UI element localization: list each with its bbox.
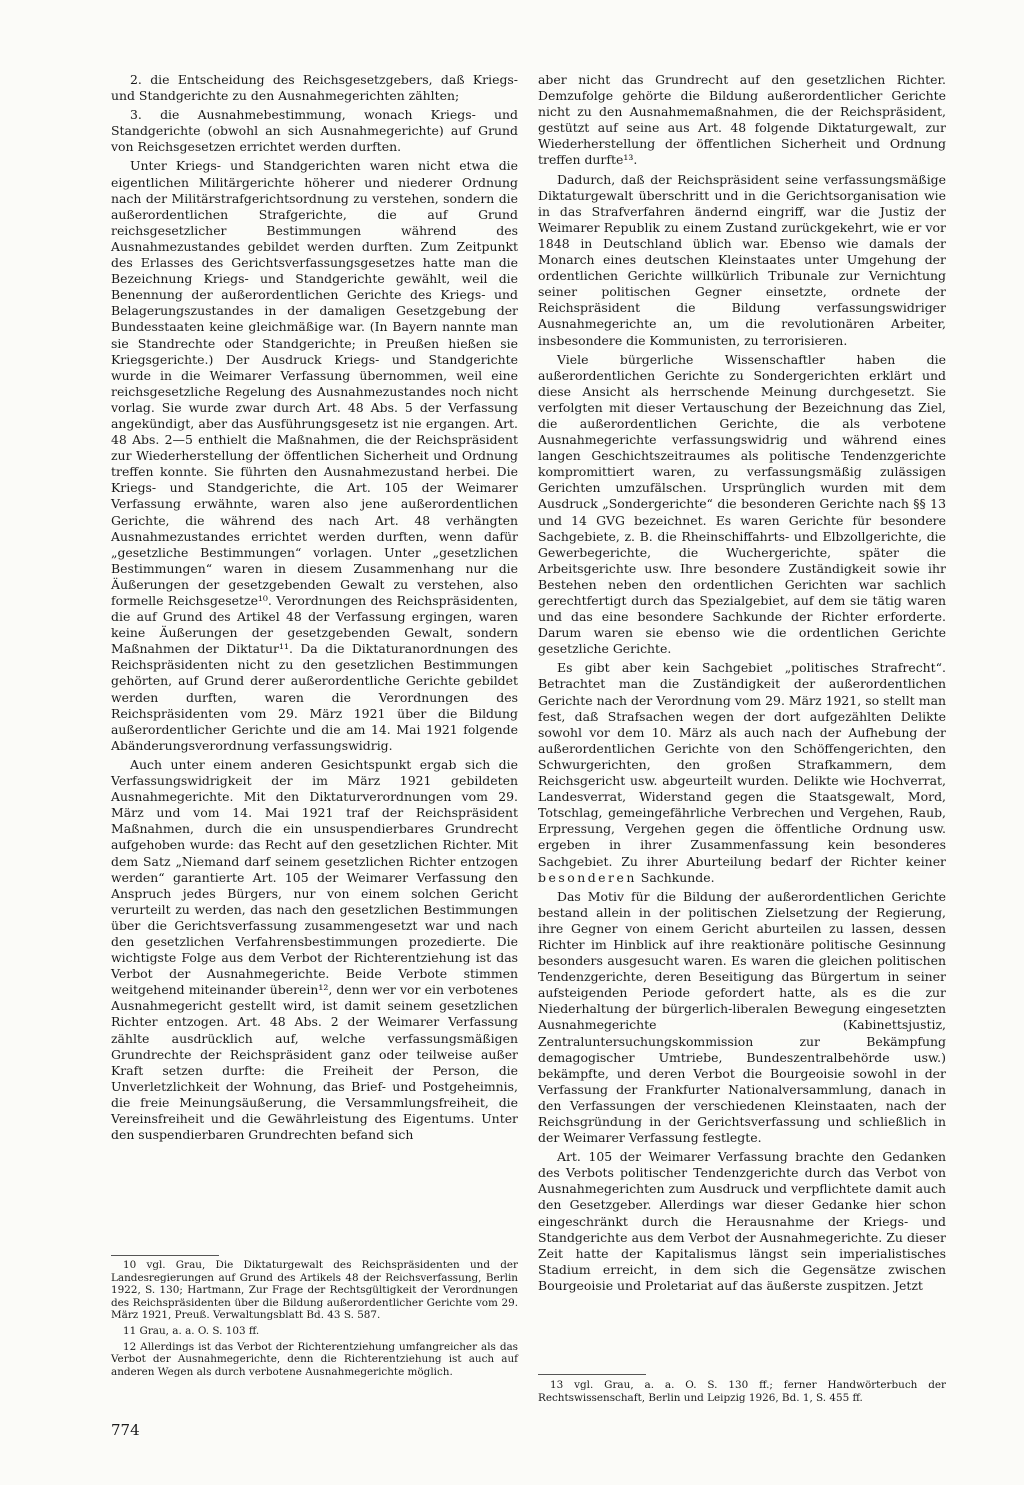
footnote: 11 Grau, a. a. O. S. 103 ff.: [123, 1324, 260, 1337]
body-paragraph: Unter Kriegs- und Standgerichten waren nicht etwa die eigentlichen Militärgerichte höherer und niederer Ordnung nach der Militärstrafgerichtsordnung zu verstehen, sondern die außerordentlichen Strafgerichte, die auf Grund reichsgesetzlicher Bestimmungen während des Ausnahmezustandes gebildet werden durften. Zum Zeitpunkt des Erlasses des Gerichtsverfassungsgesetzes hatte man die Bezeichnung Kriegs- und Standgerichte gewählt, weil die Benennung der außerordentlichen Gerichte des Kriegs- und Belagerungszustandes in der damaligen Gesetzgebung der Bundesstaaten keine gleichmäßige war. (In Bayern nannte man sie Standrechte oder Standgerichte; in Preußen hießen sie Kriegsgerichte.) Der Ausdruck Kriegs- und Standgerichte wurde in die Weimarer Verfassung übernommen, weil eine reichsgesetzliche Regelung des Ausnahmezustandes noch nicht vorlag. Sie wurde zwar durch Art. 48 Abs. 5 der Verfassung angekündigt, aber das Ausführungsgesetz ist nie ergangen. Art. 48 Abs. 2—5 enthielt die Maßnahmen, die der Reichspräsident zur Wiederherstellung der öffentlichen Sicherheit und Ordnung treffen konnte. Sie führten den Ausnahmezustand herbei. Die Kriegs- und Standgerichte, die Art. 105 der Weimarer Verfassung erwähnte, waren also jene außerordentlichen Gerichte, die während des nach Art. 48 verhängten Ausnahmezustandes errichtet werden durften, wenn dafür „gesetzliche Bestimmungen“ vorlagen. Unter „gesetzlichen Bestimmungen“ waren in diesem Zusammenhang nur die Äußerungen der gesetzgebenden Gewalt zu verstehen, also formelle Reichsgesetze¹⁰. Verordnungen des Reichspräsidenten, die auf Grund des Artikel 48 der Verfassung ergingen, waren keine Äußerungen der gesetzgebenden Gewalt, sondern Maßnahmen der Diktatur¹¹. Da die Diktaturanordnungen des Reichspräsidenten nicht zu den gesetzlichen Bestimmungen gehörten, auf Grund derer außerordentliche Gerichte gebildet werden durften, waren die Verordnungen des Reichspräsidenten vom 29. März 1921 über die Bildung außerordentlicher Gerichte und die am 14. Mai 1921 folgende Abänderungsverordnung verfassungswidrig.: [111, 158, 518, 753]
list-item: 3. die Ausnahmebestimmung, wonach Kriegs- und Standgerichte (obwohl an sich Ausnahmegerichte) auf Grund von Reichsgesetzen errichtet werden durften.: [111, 107, 518, 155]
list-item: 2. die Entscheidung des Reichsgesetzgebers, daß Kriegs- und Standgerichte zu den Ausnahmegerichten zählten;: [111, 72, 518, 104]
body-paragraph: Das Motiv für die Bildung der außerordentlichen Gerichte bestand allein in der politischen Zielsetzung der Regierung, ihre Gegner von einem Gericht aburteilen zu lassen, dessen Richter im Hinblick auf ihre reaktionäre politische Gesinnung besonders ausgesucht waren. Es waren die gleichen politischen Tendenzgerichte, deren Beseitigung das Bürgertum in seiner aufsteigenden Periode gefordert hatte, als es die zur Niederhaltung der bürgerlich-liberalen Bewegung eingesetzten Ausnahmegerichte (Kabinettsjustiz, Zentraluntersuchungskommission zur Bekämpfung demagogischer Umtriebe, Bundeszentralbehörde usw.) bekämpfte, und deren Verbot die Bourgeoisie sowohl in der Verfassung der Frankfurter Nationalversammlung, danach in den Verfassungen der verschiedenen Kleinstaaten, nach der Reichsgründung in der Gerichtsverfassung und schließlich in der Weimarer Verfassung festlegte.: [538, 888, 946, 1146]
body-paragraph: Art. 105 der Weimarer Verfassung brachte den Gedanken des Verbots politischer Tendenzgerichte durch das Verbot von Ausnahmegerichten zum Ausdruck und verpflichtete damit auch den Gesetzgeber. Allerdings war dieser Gedanke hier schon eingeschränkt durch die Herausnahme der Kriegs- und Standgerichte aus dem Verbot der Ausnahmegerichte. Zu dieser Zeit hatte der Kapitalismus längst sein imperialistisches Stadium erreicht, in dem sich die Gegensätze zwischen Bourgeoisie und Proletariat auf das äußerste zuspitzen. Jetzt: [538, 1149, 946, 1293]
footnote: 12 Allerdings ist das Verbot der Richterentziehung umfangreicher als das Verbot der Ausnahmegerichte, denn die Richterentziehung ist auch auf anderen Wegen als durch verbotene Ausnahmegerichte möglich.: [111, 1340, 518, 1378]
left-footnotes: [111, 1259, 518, 1381]
paragraph-text: Es gibt aber kein Sachgebiet „politisches Strafrecht“. Betrachtet man die Zuständigkeit der außerordentlichen Gerichte nach der Verordnung vom 29. März 1921, so stellt man fest, daß Strafsachen wegen der dort aufgezählten Delikte sowohl vor dem 10. März als auch nach der Aufhebung der außerordentlichen Gerichte von den Schöffengerichten, den Schwurgerichten, den großen Strafkammern, dem Reichsgericht usw. abgeurteilt wurden. Delikte wie Hochverrat, Landesverrat, Widerstand gegen die Staatsgewalt, Mord, Totschlag, gemeingefährliche Verbrechen und Vergehen, Raub, Erpressung, Vergehen gegen die öffentliche Ordnung usw. ergeben in ihrer Zusammenfassung kein besonderes Sachgebiet. Zu ihrer Aburteilung bedarf der Richter keiner: [538, 660, 946, 869]
right-column: [538, 72, 946, 1297]
paragraph-tail: Sachkunde.: [636, 869, 715, 885]
body-paragraph: aber nicht das Grundrecht auf den gesetzlichen Richter. Demzufolge gehörte die Bildung außerordentlicher Gerichte nicht zu den Ausnahmemaßnahmen, die der Reichspräsident, gestützt auf seine aus Art. 48 folgende Diktaturgewalt, zur Wiederherstellung der öffentlichen Sicherheit und Ordnung treffen durfte¹³.: [538, 72, 946, 168]
footnote-divider: [111, 1255, 219, 1256]
footnote-divider: [538, 1374, 646, 1375]
right-footnotes: [538, 1379, 946, 1407]
emphasized-word: besonderen: [538, 869, 637, 885]
body-paragraph: Dadurch, daß der Reichspräsident seine verfassungsmäßige Diktaturgewalt überschritt und in die Gerichtsorganisation wie in das Strafverfahren ändernd eingriff, war die Justiz der Weimarer Republik zu einem Zustand zurückgekehrt, wie er vor 1848 in Deutschland üblich war. Ebenso wie damals der Monarch eines deutschen Kleinstaates unter Umgehung der ordentlichen Gerichte willkürlich Tribunale zur Vernichtung seiner politischen Gegner einsetzte, ordnete der Reichspräsident die Bildung verfassungswidriger Ausnahmegerichte an, um die revolutionären Arbeiter, insbesondere die Kommunisten, zu terrorisieren.: [538, 171, 946, 348]
footnote: 10 vgl. Grau, Die Diktaturgewalt des Reichspräsidenten und der Landesregierungen auf Grund des Artikels 48 der Reichsverfassung, Berlin 1922, S. 130; Hartmann, Zur Frage der Rechtsgültigkeit der Verordnungen des Reichspräsidenten über die Bildung außerordentlicher Gerichte vom 29. März 1921, Preuß. Verwaltungsblatt Bd. 43 S. 587.: [111, 1259, 518, 1322]
left-column: [111, 72, 518, 1146]
body-paragraph: [538, 660, 946, 885]
body-paragraph: Auch unter einem anderen Gesichtspunkt ergab sich die Verfassungswidrigkeit der im März 1921 gebildeten Ausnahmegerichte. Mit den Diktaturverordnungen vom 29. März und vom 14. Mai 1921 traf der Reichspräsident Maßnahmen, durch die ein unsuspendierbares Grundrecht aufgehoben wurde: das Recht auf den gesetzlichen Richter. Mit dem Satz „Niemand darf seinem gesetzlichen Richter entzogen werden“ garantierte Art. 105 der Weimarer Verfassung den Anspruch jedes Bürgers, nur von einem solchen Gericht verurteilt zu werden, das nach den gesetzlichen Bestimmungen über die Gerichtsverfassung zusammengesetzt war und nach den gesetzlichen Verfahrensbestimmungen prozedierte. Die wichtigste Folge aus dem Verbot der Richterentziehung ist das Verbot der Ausnahmegerichte. Beide Verbote stimmen weitgehend miteinander überein¹², denn wer vor ein verbotenes Ausnahmegericht gestellt wird, ist damit seinem gesetzlichen Richter entzogen. Art. 48 Abs. 2 der Weimarer Verfassung zählte ausdrücklich auf, welche verfassungsmäßigen Grundrechte der Reichspräsident ganz oder teilweise außer Kraft setzen durfte: die Freiheit der Person, die Unverletzlichkeit der Wohnung, das Brief- und Postgeheimnis, die freie Meinungsäußerung, die Versammlungsfreiheit, die Vereinsfreiheit und die Gewährleistung des Eigentums. Unter den suspendierbaren Grundrechten befand sich: [111, 756, 518, 1143]
footnote: 13 vgl. Grau, a. a. O. S. 130 ff.; ferner Handwörterbuch der Rechtswissenschaft, Berlin und Leipzig 1926, Bd. 1, S. 455 ff.: [538, 1379, 946, 1404]
body-paragraph: Viele bürgerliche Wissenschaftler haben die außerordentlichen Gerichte zu Sondergerichten erklärt und diese Ansicht als herrschende Meinung durchgesetzt. Sie verfolgten mit dieser Vertauschung der Bezeichnung das Ziel, die außerordentlichen Gerichte, die als verbotene Ausnahmegerichte verfassungswidrig und während eines langen Geschichtszeitraumes als politische Tendenzgerichte kompromittiert waren, zu verfassungsmäßig zulässigen Gerichten umzufälschen. Ursprünglich wurden mit dem Ausdruck „Sondergerichte“ die besonderen Gerichte nach §§ 13 und 14 GVG bezeichnet. Es waren Gerichte für besondere Sachgebiete, z. B. die Rheinschiffahrts- und Elbzollgerichte, die Gewerbegerichte, die Wuchergerichte, später die Arbeitsgerichte usw. Ihre besondere Zuständigkeit sowie ihr Bestehen neben den ordentlichen Gerichten war sachlich gerechtfertigt durch das Spezialgebiet, auf dem sie tätig waren und das eine besondere Sachkunde der Richter erforderte. Darum waren sie ebenso wie die ordentlichen Gerichte gesetzliche Gerichte.: [538, 351, 946, 657]
page-number: 774: [111, 1421, 140, 1439]
